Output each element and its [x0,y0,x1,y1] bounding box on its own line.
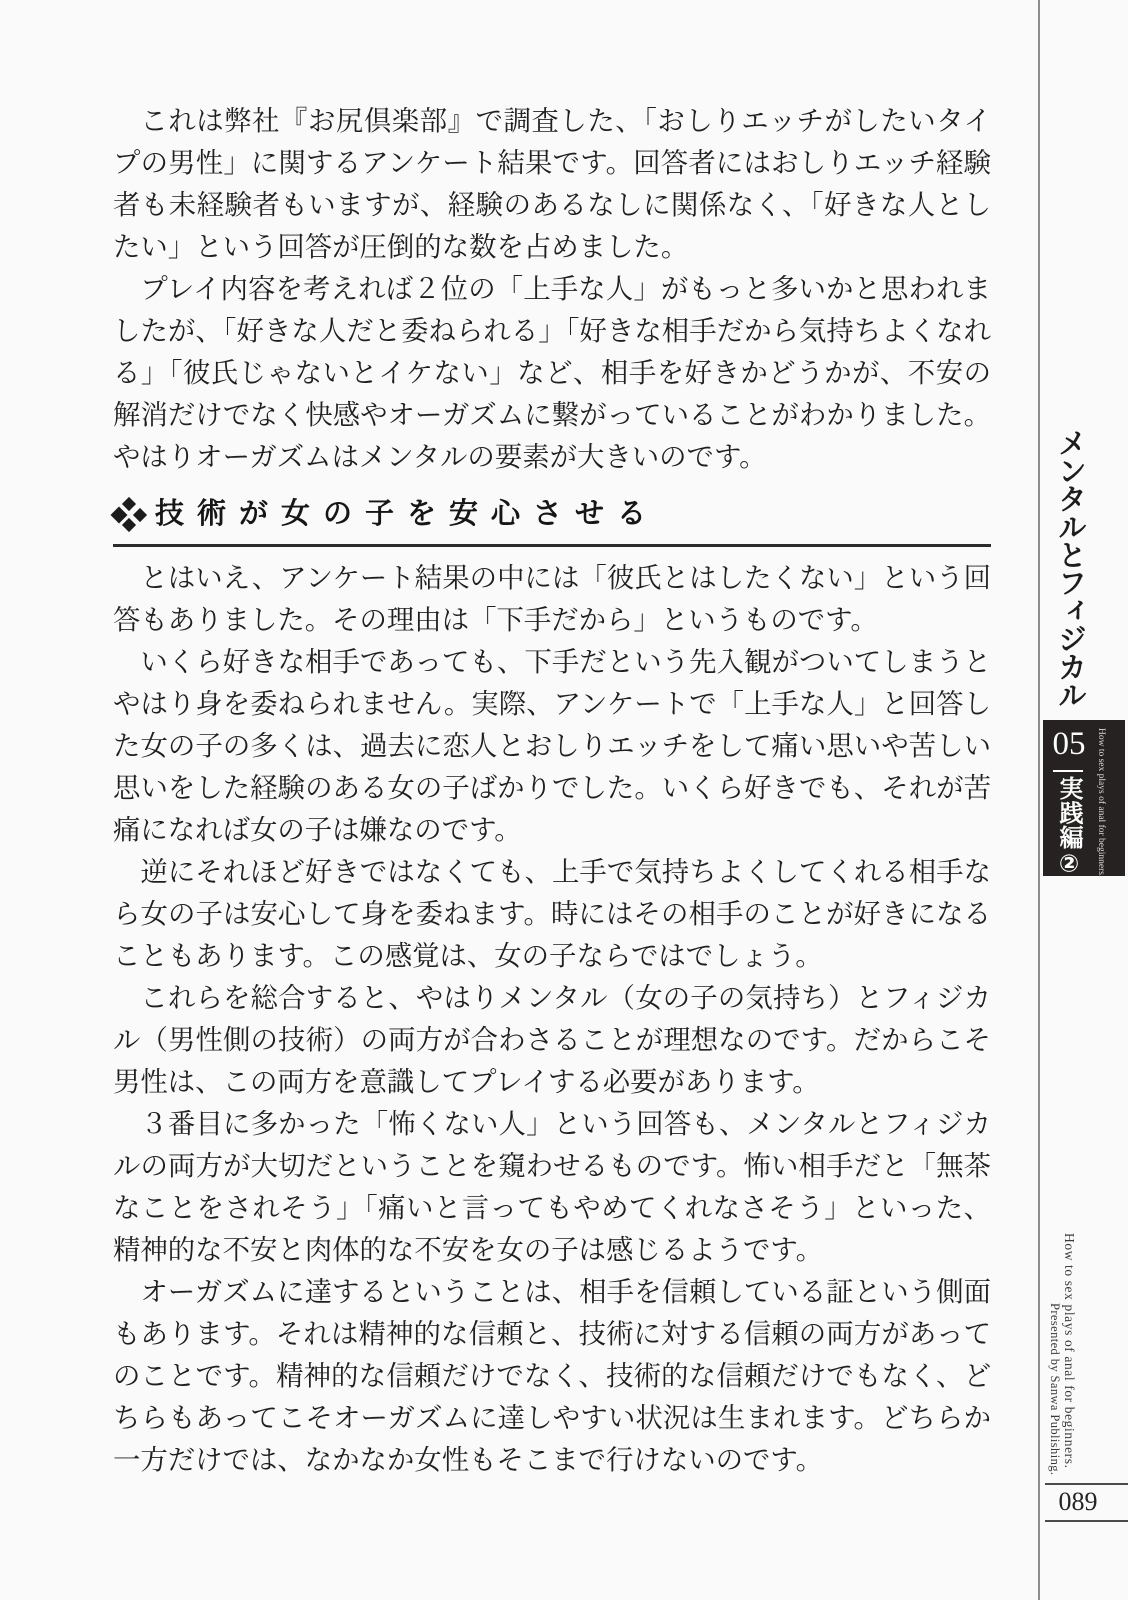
credit-line-1: How to sex plays of anal for beginners. [1062,1233,1077,1469]
paragraph: いくら好きな相手であっても、下手だという先入観がついてしまうとやはり身を委ねられません。実際、アンケートで「上手な人」と回答した女の子の多くは、過去に恋人とおしりエッチをして痛い思いや苦しい思いをした経験のある女の子ばかりでした。いくら好きでも、それが苦痛になれば女の子は嫌なのです。 [113,646,991,845]
paragraph: ３番目に多かった「怖くない人」という回答も、メンタルとフィジカルの両方が大切だということを窺わせるものです。怖い相手だと「無茶なことをされそう」「痛いと言ってもやめてくれなさそう」といった、精神的な不安と肉体的な不安を女の子は感じるようです。 [113,1108,991,1265]
credit-line-2: Presented by Sanwa Publishing. [1048,1303,1062,1476]
section-heading-text: 技術が女の子を安心させる [155,498,660,530]
four-diamond-icon [113,498,145,530]
section-heading [113,496,991,547]
paragraph: これは弊社『お尻倶楽部』で調査した、「おしりエッチがしたいタイプの男性」に関するアンケート結果です。回答者にはおしりエッチ経験者も未経験者もいますが、経験のあるなしに関係なく、「好きな人としたい」という回答が圧倒的な数を占めました。 [113,105,991,262]
chapter-box-divider [1053,770,1083,772]
paragraph: オーガズムに達するということは、相手を信頼している証という側面もあります。それは精神的な信頼と、技術に対する信頼の両方があってのことです。精神的な信頼だけでなく、技術的な信頼だけでもなく、どちらもあってこそオーガズムに達しやすい状況は生まれます。どちらか一方だけでは、なかなか女性もそこまで行けないのです。 [113,1276,991,1475]
paragraph: 逆にそれほど好きではなくても、上手で気持ちよくしてくれる相手なら女の子は安心して身を委ねます。時にはその相手のことが好きになることもあります。この感覚は、女の子ならではでしょう。 [113,856,991,971]
main-text-column [113,100,991,1481]
chapter-number-box [1043,720,1125,876]
paragraph: これらを総合すると、やはりメンタル（女の子の気持ち）とフィジカル（男性側の技術）の両方が合わさることが理想なのです。だからこそ男性は、この両方を意識してプレイする必要があります。 [113,982,991,1097]
sidebar-divider-rule [1038,0,1040,1600]
paragraph: とはいえ、アンケート結果の中には「彼氏とはしたくない」という回答もありました。その理由は「下手だから」というものです。 [113,562,991,635]
chapter-number: 05 [1052,726,1086,762]
folio-rule-bottom [1045,1520,1128,1522]
chapter-box-caption: How to sex plays of anal for beginners. [1096,728,1106,878]
chapter-box-label: 実践編② [1055,776,1082,878]
page-number: 089 [1058,1487,1098,1516]
paragraph: プレイ内容を考えれば２位の「上手な人」がもっと多いかと思われましたが、「好きな人だと委ねられる」「好きな相手だから気持ちよくなれる」「彼氏じゃないとイケない」など、相手を好きかどうかが、不安の解消だけでなく快感やオーガズムに繋がっていることがわかりました。やはりオーガズムはメンタルの要素が大きいのです。 [113,273,991,472]
chapter-title-vertical: メンタルとフィジカル [1054,428,1086,708]
folio-rule-top [1045,1483,1128,1485]
